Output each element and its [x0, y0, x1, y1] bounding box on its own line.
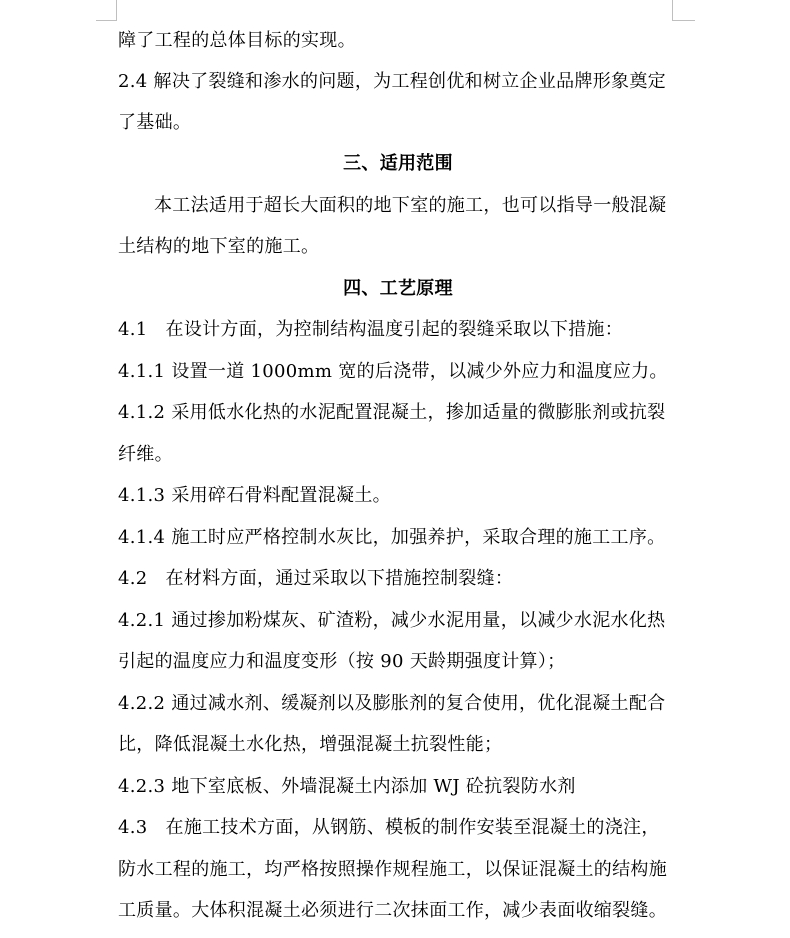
text-line: 4.1.1 设置一道 1000mm 宽的后浇带，以减少外应力和温度应力。	[118, 361, 668, 382]
text-line: 了基础。	[118, 112, 192, 133]
item-text: 在设计方面，为控制结构温度引起的裂缝采取以下措施：	[165, 319, 624, 340]
text-line: 4.2.2 通过减水剂、缓凝剂以及膨胀剂的复合使用，优化混凝土配合	[118, 693, 666, 714]
item-number: 4.2	[118, 568, 148, 589]
item-text: 在材料方面，通过采取以下措施控制裂缝：	[165, 568, 514, 589]
text-line: 纤维。	[118, 444, 173, 465]
text-line: 4.1.2 采用低水化热的水泥配置混凝土，掺加适量的微膨胀剂或抗裂	[118, 402, 666, 423]
text-line: 4.1.4 施工时应严格控制水灰比，加强养护，采取合理的施工工序。	[118, 527, 666, 548]
item-text: 在施工技术方面，从钢筋、模板的制作安装至混凝土的浇注，	[165, 817, 660, 838]
text-line	[118, 815, 660, 841]
text-line	[118, 566, 513, 592]
section-heading-principle: 四、工艺原理	[343, 278, 453, 299]
text-line: 工质量。大体积混凝土必须进行二次抹面工作，减少表面收缩裂缝。	[118, 900, 667, 921]
text-line: 防水工程的施工，均严格按照操作规程施工，以保证混凝土的结构施	[118, 859, 667, 880]
text-line: 4.1.3 采用碎石骨料配置混凝土。	[118, 485, 391, 506]
text-line: 障了工程的总体目标的实现。	[118, 30, 356, 51]
text-line: 4.2.1 通过掺加粉煤灰、矿渣粉，减少水泥用量，以减少水泥水化热	[118, 610, 666, 631]
text-line: 比，降低混凝土水化热，增强混凝土抗裂性能；	[118, 734, 503, 755]
item-number: 4.3	[118, 817, 148, 838]
item-number: 4.1	[118, 319, 148, 340]
page-corner-mark-right	[672, 0, 695, 21]
page-corner-mark-left	[96, 0, 117, 21]
text-line: 土结构的地下室的施工。	[118, 236, 320, 257]
section-heading-scope: 三、适用范围	[343, 153, 453, 174]
text-line: 本工法适用于超长大面积的地下室的施工，也可以指导一般混凝	[154, 195, 667, 216]
text-line	[118, 317, 623, 343]
text-line: 4.2.3 地下室底板、外墙混凝土内添加 WJ 砼抗裂防水剂	[118, 776, 576, 797]
text-line: 引起的温度应力和温度变形（按 90 天龄期强度计算）；	[118, 651, 566, 672]
text-line: 2.4 解决了裂缝和渗水的问题，为工程创优和树立企业品牌形象奠定	[118, 71, 666, 92]
